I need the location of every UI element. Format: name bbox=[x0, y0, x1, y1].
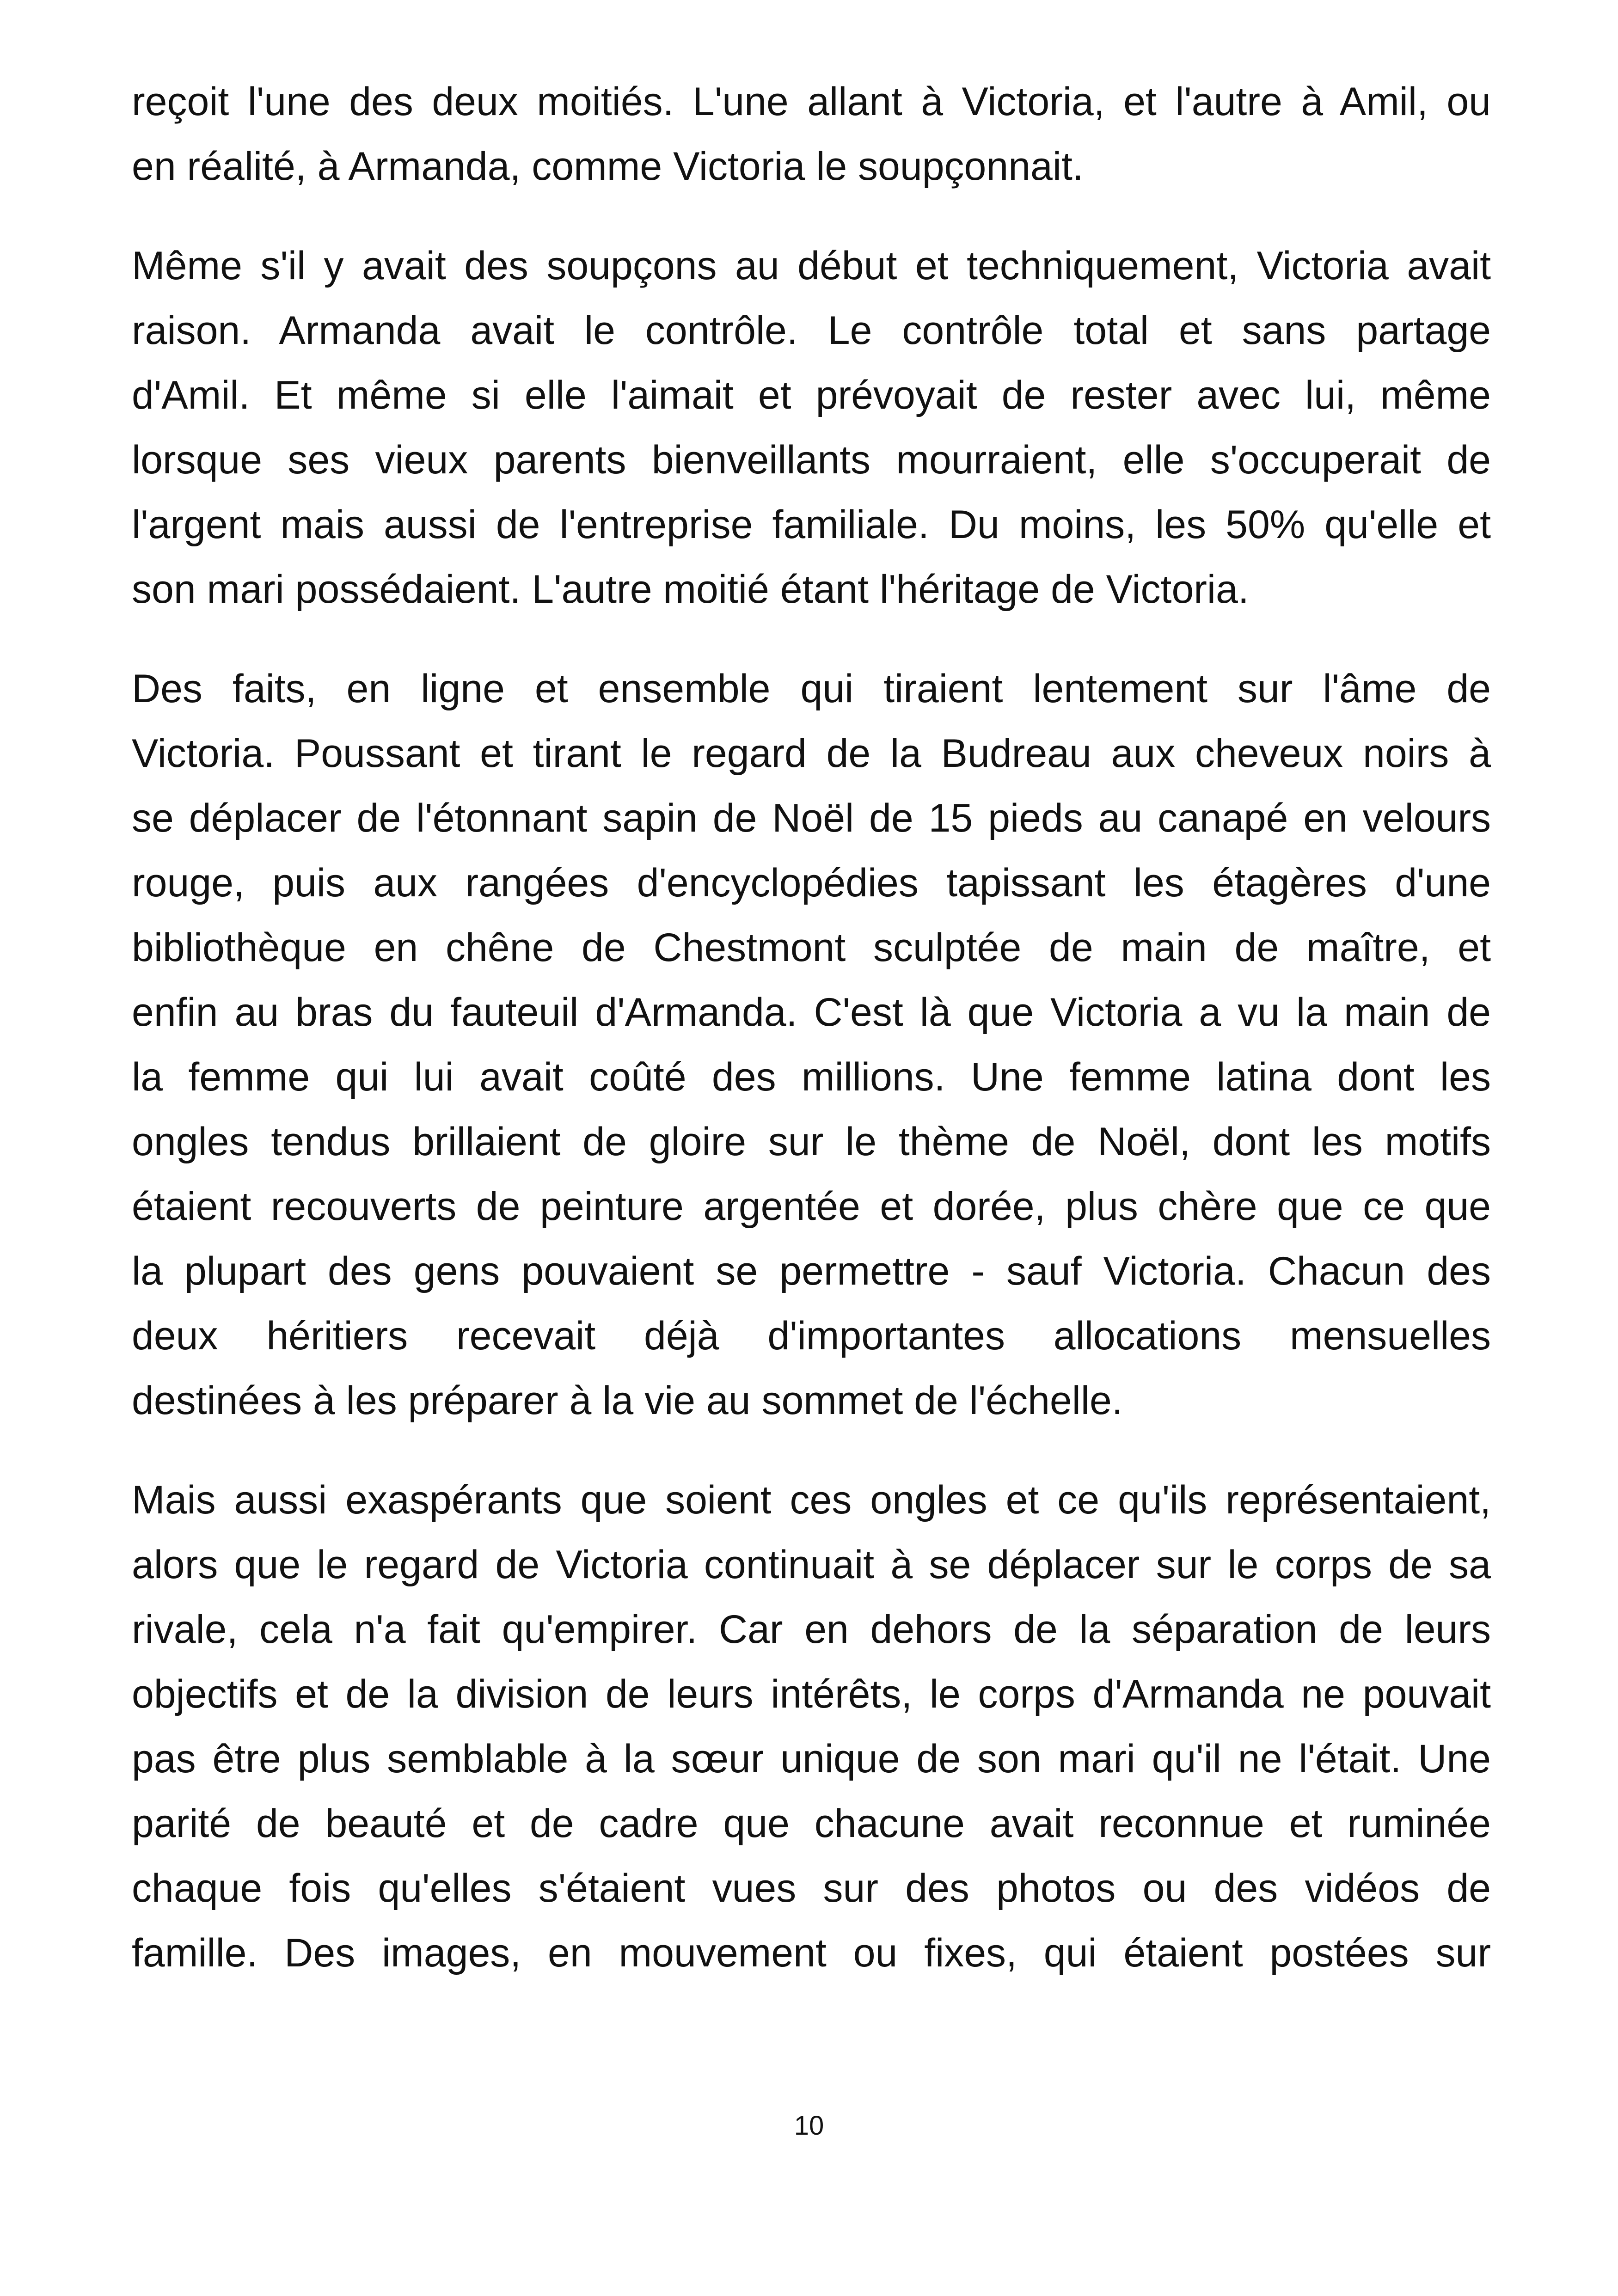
paragraph-4 bbox=[132, 1468, 1491, 1985]
text-line: destinées à les préparer à la vie au sommet de l'échelle. bbox=[132, 1378, 1123, 1423]
text-line: Mais aussi exaspérants que soient ces ongles et ce qu'ils représentaient, bbox=[132, 1478, 1491, 1522]
text-line: alors que le regard de Victoria continuait à se déplacer sur le corps de sa bbox=[132, 1543, 1491, 1587]
paragraph-2 bbox=[132, 233, 1491, 622]
text-line: étaient recouverts de peinture argentée et dorée, plus chère que ce que bbox=[132, 1184, 1491, 1229]
text-line: chaque fois qu'elles s'étaient vues sur des photos ou des vidéos de bbox=[132, 1866, 1491, 1910]
body-text bbox=[132, 69, 1491, 2020]
text-line: famille. Des images, en mouvement ou fixes, qui étaient postées sur bbox=[132, 1931, 1491, 1975]
text-line: son mari possédaient. L'autre moitié étant l'héritage de Victoria. bbox=[132, 567, 1249, 612]
text-line: rouge, puis aux rangées d'encyclopédies tapissant les étagères d'une bbox=[132, 861, 1491, 905]
text-line: se déplacer de l'étonnant sapin de Noël de 15 pieds au canapé en velours bbox=[132, 796, 1491, 840]
text-line: Même s'il y avait des soupçons au début et techniquement, Victoria avait bbox=[132, 244, 1491, 288]
text-line: l'argent mais aussi de l'entreprise familiale. Du moins, les 50% qu'elle et bbox=[132, 502, 1491, 547]
paragraph-1 bbox=[132, 69, 1491, 199]
paragraph-3 bbox=[132, 656, 1491, 1433]
text-line: pas être plus semblable à la sœur unique de son mari qu'il ne l'était. Une bbox=[132, 1737, 1491, 1781]
text-line: Des faits, en ligne et ensemble qui tiraient lentement sur l'âme de bbox=[132, 667, 1491, 711]
text-line: rivale, cela n'a fait qu'empirer. Car en dehors de la séparation de leurs bbox=[132, 1607, 1491, 1652]
text-line: reçoit l'une des deux moitiés. L'une allant à Victoria, et l'autre à Amil, ou bbox=[132, 80, 1491, 124]
text-line: enfin au bras du fauteuil d'Armanda. C'est là que Victoria a vu la main de bbox=[132, 990, 1491, 1035]
text-line: en réalité, à Armanda, comme Victoria le soupçonnait. bbox=[132, 144, 1084, 189]
text-line: deux héritiers recevait déjà d'importantes allocations mensuelles bbox=[132, 1314, 1491, 1358]
text-line: la plupart des gens pouvaient se permettre - sauf Victoria. Chacun des bbox=[132, 1249, 1491, 1293]
text-line: objectifs et de la division de leurs intérêts, le corps d'Armanda ne pouvait bbox=[132, 1672, 1491, 1716]
page-number: 10 bbox=[794, 2111, 824, 2141]
text-line: lorsque ses vieux parents bienveillants mourraient, elle s'occuperait de bbox=[132, 438, 1491, 482]
text-line: bibliothèque en chêne de Chestmont sculptée de main de maître, et bbox=[132, 925, 1491, 970]
text-line: ongles tendus brillaient de gloire sur le thème de Noël, dont les motifs bbox=[132, 1120, 1491, 1164]
text-line: Victoria. Poussant et tirant le regard de la Budreau aux cheveux noirs à bbox=[132, 731, 1491, 776]
text-line: parité de beauté et de cadre que chacune avait reconnue et ruminée bbox=[132, 1801, 1491, 1846]
text-line: d'Amil. Et même si elle l'aimait et prévoyait de rester avec lui, même bbox=[132, 373, 1491, 417]
text-line: raison. Armanda avait le contrôle. Le contrôle total et sans partage bbox=[132, 308, 1491, 353]
text-line: la femme qui lui avait coûté des millions. Une femme latina dont les bbox=[132, 1055, 1491, 1099]
